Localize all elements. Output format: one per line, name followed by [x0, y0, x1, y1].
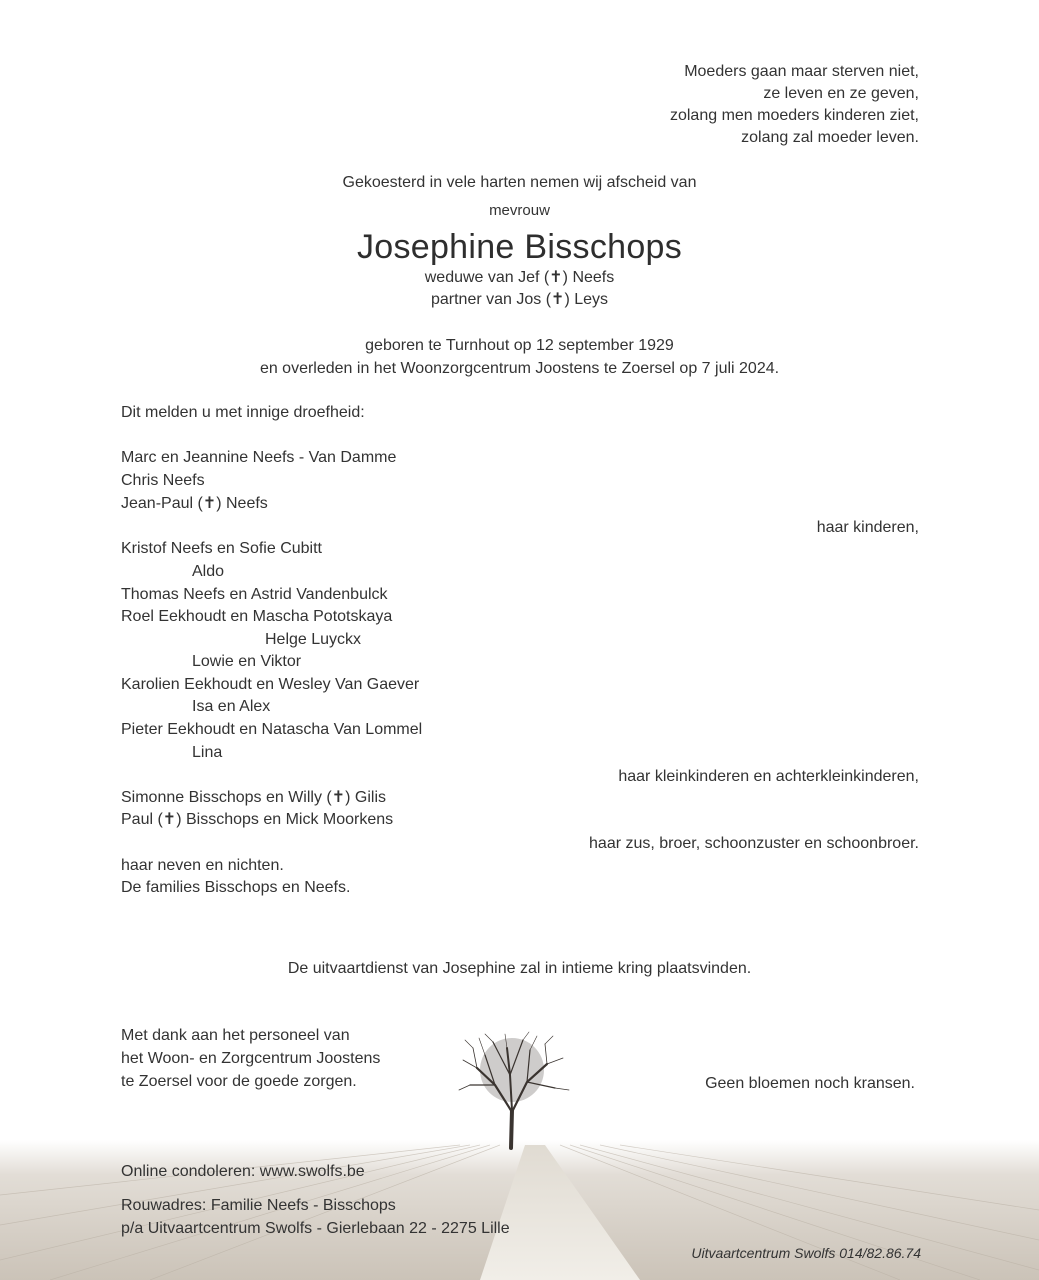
family-member: Chris Neefs	[121, 472, 205, 489]
siblings-label: haar zus, broer, schoonzuster en schoonbroer.	[589, 835, 919, 852]
thanks-line: te Zoersel voor de goede zorgen.	[121, 1073, 357, 1090]
family-member: Simonne Bisschops en Willy (✝) Gilis	[121, 789, 387, 806]
death-line: en overleden in het Woonzorgcentrum Joostens te Zoersel op 7 juli 2024.	[259, 360, 780, 377]
family-member: Marc en Jeannine Neefs - Van Damme	[121, 449, 397, 466]
tree-icon	[455, 1030, 575, 1150]
children-label: haar kinderen,	[816, 519, 919, 536]
relation-widow: weduwe van Jef (✝) Neefs	[424, 269, 615, 286]
grandchildren-label: haar kleinkinderen en achterkleinkinderen,	[618, 768, 919, 785]
poem-line: Moeders gaan maar sterven niet,	[684, 63, 919, 80]
no-flowers-notice: Geen bloemen noch kransen.	[705, 1075, 915, 1092]
family-member: Jean-Paul (✝) Neefs	[121, 495, 268, 512]
poem-line: zolang men moeders kinderen ziet,	[669, 107, 919, 124]
honorific: mevrouw	[489, 202, 550, 219]
poem-line: ze leven en ze geven,	[763, 85, 919, 102]
family-member: Paul (✝) Bisschops en Mick Moorkens	[121, 811, 394, 828]
thanks-line: het Woon- en Zorgcentrum Joostens	[121, 1050, 381, 1067]
family-member: Lowie en Viktor	[192, 653, 302, 670]
family-member: Aldo	[192, 563, 225, 580]
thanks-line: Met dank aan het personeel van	[121, 1027, 350, 1044]
service-notice: De uitvaartdienst van Josephine zal in intieme kring plaatsvinden.	[287, 960, 752, 977]
intro-text: Gekoesterd in vele harten nemen wij afscheid van	[342, 174, 697, 191]
announcement: Dit melden u met innige droefheid:	[121, 404, 365, 421]
family-member: haar neven en nichten.	[121, 857, 284, 874]
funeral-home-footer: Uitvaartcentrum Swolfs 014/82.86.74	[691, 1245, 921, 1261]
family-member: Thomas Neefs en Astrid Vandenbulck	[121, 586, 388, 603]
family-member: Isa en Alex	[192, 698, 271, 715]
family-member: Roel Eekhoudt en Mascha Pototskaya	[121, 608, 393, 625]
family-member: De families Bisschops en Neefs.	[121, 879, 351, 896]
family-member: Pieter Eekhoudt en Natascha Van Lommel	[121, 721, 423, 738]
poem-line: zolang zal moeder leven.	[741, 129, 919, 146]
family-member: Lina	[192, 744, 223, 761]
address-line: Rouwadres: Familie Neefs - Bisschops	[121, 1197, 396, 1214]
deceased-name: Josephine Bisschops	[356, 228, 683, 266]
address-line: p/a Uitvaartcentrum Swolfs - Gierlebaan 22 - 2275 Lille	[121, 1220, 510, 1237]
birth-line: geboren te Turnhout op 12 september 1929	[365, 337, 674, 354]
relation-partner: partner van Jos (✝) Leys	[430, 291, 609, 308]
family-member: Karolien Eekhoudt en Wesley Van Gaever	[121, 676, 420, 693]
family-member: Helge Luyckx	[265, 631, 362, 648]
online-condolence: Online condoleren: www.swolfs.be	[121, 1163, 365, 1180]
family-member: Kristof Neefs en Sofie Cubitt	[121, 540, 322, 557]
